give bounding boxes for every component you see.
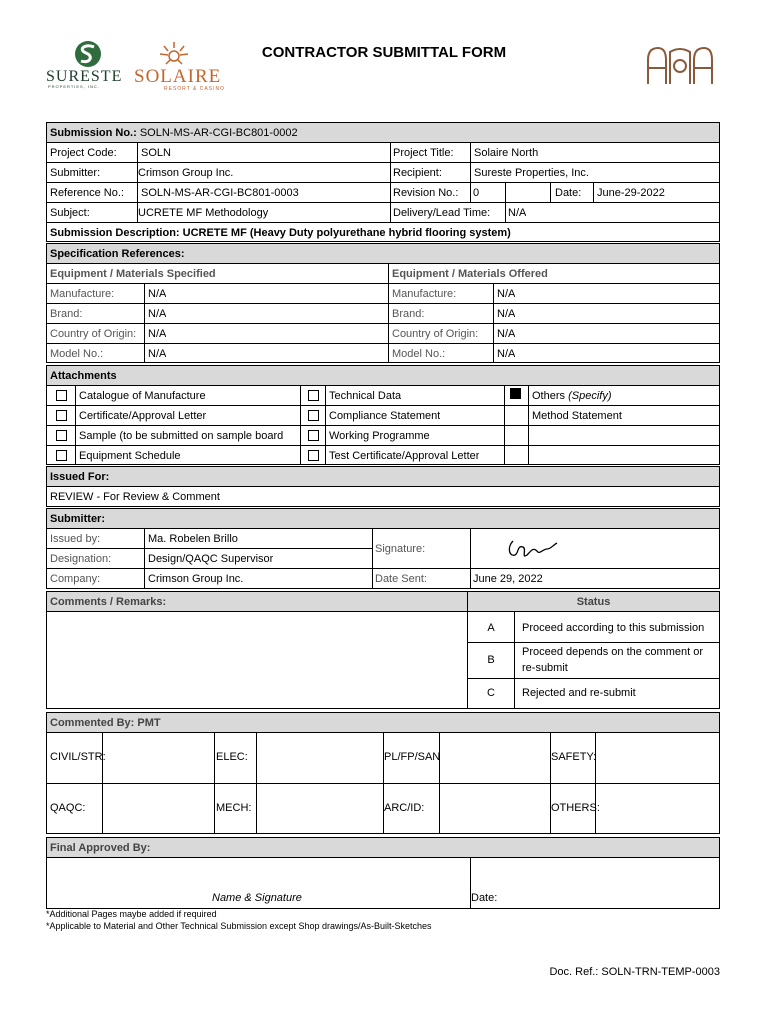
spec-model-label: Model No.: — [50, 348, 104, 360]
footnote-2: *Applicable to Material and Other Technical Submission except Shop drawings/As-Built-Sketches — [46, 921, 432, 931]
delivery-label: Delivery/Lead Time: — [393, 207, 491, 219]
status-b-text: Proceed depends on the comment or re-submit — [522, 646, 704, 674]
status-b-code: B — [487, 654, 495, 666]
others-checkbox[interactable] — [510, 388, 521, 399]
certificate-label: Certificate/Approval Letter — [79, 410, 207, 422]
offered-country-label: Country of Origin: — [392, 328, 479, 340]
offered-country-value: N/A — [497, 328, 516, 340]
project-title-label: Project Title: — [393, 147, 454, 159]
submission-no-value: SOLN-MS-AR-CGI-BC801-0002 — [139, 127, 298, 139]
mech-label: MECH: — [216, 802, 252, 814]
offered-brand-label: Brand: — [392, 308, 425, 320]
others-comment-label: OTHERS: — [551, 802, 600, 814]
sample-checkbox[interactable] — [56, 430, 67, 441]
status-heading: Status — [576, 596, 611, 608]
elec-label: ELEC: — [216, 751, 248, 763]
reference-value: SOLN-MS-AR-CGI-BC801-0003 — [141, 187, 299, 199]
project-code-value: SOLN — [141, 147, 171, 159]
test-certificate-label: Test Certificate/Approval Letter — [329, 450, 480, 462]
offered-manufacture-value: N/A — [497, 288, 516, 300]
status-c-code: C — [487, 687, 495, 699]
submission-no-label: Submission No.: — [50, 127, 137, 139]
solaire-logo-text: SOLAIRE — [134, 66, 222, 87]
catalogue-label: Catalogue of Manufacture — [79, 390, 206, 402]
final-approval-table — [46, 837, 720, 909]
arc-id-label: ARC/ID: — [384, 802, 425, 814]
compliance-checkbox[interactable] — [308, 410, 319, 421]
compliance-label: Compliance Statement — [329, 410, 441, 422]
technical-data-label: Technical Data — [329, 390, 402, 402]
specified-heading: Equipment / Materials Specified — [50, 268, 216, 280]
revision-value: 0 — [473, 187, 480, 199]
date-value: June-29-2022 — [597, 187, 665, 199]
submission-details-table — [46, 122, 720, 242]
test-certificate-checkbox[interactable] — [308, 450, 319, 461]
qaqc-label: QAQC: — [50, 802, 86, 814]
comments-heading: Comments / Remarks: — [50, 596, 167, 608]
equipment-schedule-label: Equipment Schedule — [79, 450, 181, 462]
submission-description: Submission Description: UCRETE MF (Heavy Duty polyurethane hybrid flooring system) — [50, 227, 511, 239]
civil-str-label: CIVIL/STR: — [50, 751, 106, 763]
submitter-heading: Submitter: — [47, 509, 719, 529]
subject-label: Subject: — [50, 207, 90, 219]
commented-by-heading: Commented By: PMT — [47, 713, 719, 733]
issued-for-heading: Issued For: — [47, 467, 719, 487]
offered-manufacture-label: Manufacture: — [392, 288, 457, 300]
status-a-code: A — [487, 622, 495, 634]
submitter-value: Crimson Group Inc. — [138, 167, 234, 179]
submitter-table — [46, 508, 720, 589]
subject-value: UCRETE MF Methodology — [138, 207, 269, 219]
offered-brand-value: N/A — [497, 308, 516, 320]
issued-by-value: Ma. Robelen Brillo — [148, 533, 238, 545]
delivery-value: N/A — [508, 207, 527, 219]
name-signature-label: Name & Signature — [212, 892, 302, 904]
doc-reference: Doc. Ref.: SOLN-TRN-TEMP-0003 — [549, 966, 720, 978]
date-label: Date: — [555, 187, 582, 199]
solaire-logo-subtext: RESORT & CASINO — [164, 86, 225, 92]
company-label: Company: — [50, 573, 101, 585]
comments-area[interactable] — [49, 614, 463, 706]
offered-heading: Equipment / Materials Offered — [392, 268, 548, 280]
revision-label: Revision No.: — [393, 187, 459, 199]
commented-by-table — [46, 712, 720, 834]
reference-label: Reference No.: — [50, 187, 124, 199]
specification-table — [46, 243, 720, 363]
final-date-label: Date: — [471, 892, 498, 904]
status-c-text: Rejected and re-submit — [522, 687, 636, 699]
final-approved-heading: Final Approved By: — [47, 838, 719, 858]
offered-model-value: N/A — [497, 348, 516, 360]
spec-country-label: Country of Origin: — [50, 328, 137, 340]
sureste-logo-text: SURESTE — [46, 68, 123, 85]
spec-country-value: N/A — [148, 328, 167, 340]
project-title-value: Solaire North — [474, 147, 539, 159]
spec-manufacture-label: Manufacture: — [50, 288, 115, 300]
submitter-label: Submitter: — [50, 167, 101, 179]
equipment-schedule-checkbox[interactable] — [56, 450, 67, 461]
form-title: CONTRACTOR SUBMITTAL FORM — [261, 44, 507, 61]
comments-table — [46, 591, 720, 709]
working-programme-checkbox[interactable] — [308, 430, 319, 441]
status-a-text: Proceed according to this submission — [522, 622, 705, 634]
date-sent-value: June 29, 2022 — [473, 573, 543, 585]
others-value: Method Statement — [532, 410, 622, 422]
offered-model-label: Model No.: — [392, 348, 446, 360]
monogram-icon — [644, 44, 716, 90]
spec-brand-label: Brand: — [50, 308, 83, 320]
pl-fp-san-label: PL/FP/SAN — [384, 751, 441, 763]
spec-manufacture-value: N/A — [148, 288, 167, 300]
issued-by-label: Issued by: — [50, 533, 101, 545]
working-programme-label: Working Programme — [329, 430, 430, 442]
footnote-1: *Additional Pages maybe added if required — [46, 909, 217, 919]
designation-label: Designation: — [50, 553, 112, 565]
spec-heading: Specification References: — [47, 244, 719, 264]
submission-no-row — [47, 123, 719, 143]
spec-model-value: N/A — [148, 348, 167, 360]
certificate-checkbox[interactable] — [56, 410, 67, 421]
issued-for-table — [46, 466, 720, 507]
others-label: Others (Specify) — [532, 390, 612, 402]
recipient-label: Recipient: — [393, 167, 442, 179]
signature-image — [503, 533, 559, 570]
attachments-heading: Attachments — [47, 366, 719, 386]
signature-label: Signature: — [375, 543, 426, 555]
date-sent-label: Date Sent: — [375, 573, 427, 585]
attachments-table — [46, 365, 720, 465]
spec-brand-value: N/A — [148, 308, 167, 320]
recipient-value: Sureste Properties, Inc. — [474, 167, 589, 179]
company-value: Crimson Group Inc. — [148, 573, 244, 585]
issued-for-value: REVIEW - For Review & Comment — [50, 491, 220, 503]
technical-data-checkbox[interactable] — [308, 390, 319, 401]
project-code-label: Project Code: — [50, 147, 117, 159]
safety-label: SAFETY: — [551, 751, 597, 763]
catalogue-checkbox[interactable] — [56, 390, 67, 401]
sureste-logo-subtext: PROPERTIES, INC. — [48, 84, 100, 89]
sample-label: Sample (to be submitted on sample board — [79, 430, 284, 442]
designation-value: Design/QAQC Supervisor — [148, 553, 274, 565]
